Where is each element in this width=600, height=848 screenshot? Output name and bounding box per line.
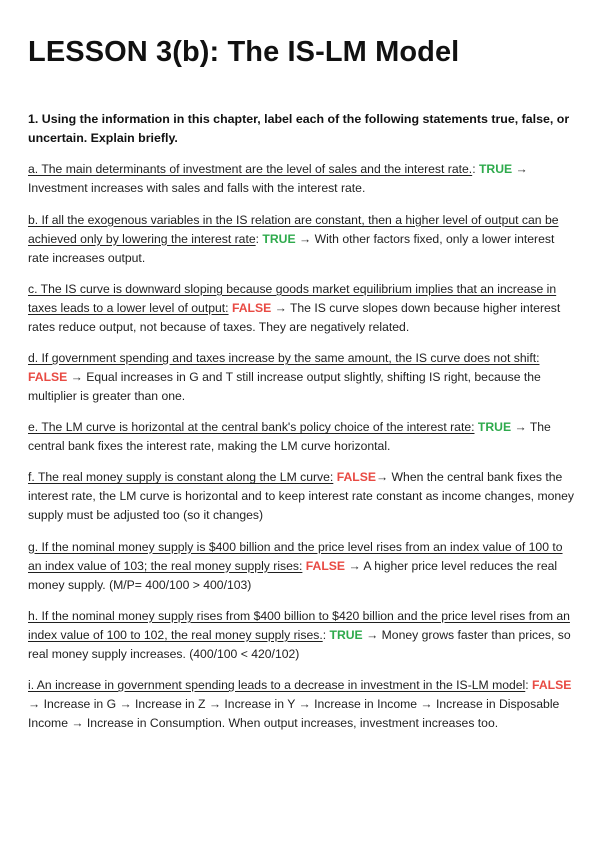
explanation-text: → The central bank fixes the interest rate, making the LM curve horizontal. (28, 420, 551, 454)
statement-text: b. If all the exogenous variables in the IS relation are constant, then a higher level of output can be achieved only by lowering the interest rate (28, 212, 559, 246)
question-prompt: 1. Using the information in this chapter, label each of the following statements true, false, or uncertain. Explain briefly. (28, 112, 570, 145)
separator: : (472, 162, 479, 177)
explanation-text: → Equal increases in G and T still increase output slightly, shifting IS right, because the multiplier is greater than one. (28, 369, 541, 403)
statement-text: g. If the nominal money supply is $400 billion and the price level rises from an index value of 100 to an index value of 103; the real money supply rises: (28, 539, 563, 573)
verdict-label: FALSE (231, 300, 272, 315)
explanation-text: → When the central bank fixes the interest rate, the LM curve is horizontal and to keep interest rate constant as income changes, money supply must be adjusted too (so it changes) (28, 470, 575, 523)
verdict-label: FALSE (305, 558, 346, 573)
statement-text: e. The LM curve is horizontal at the central bank's policy choice of the interest rate: (28, 420, 475, 435)
statement-text: a. The main determinants of investment are the level of sales and the interest rate. (28, 162, 473, 177)
statement-text: c. The IS curve is downward sloping because goods market equilibrium implies that an increase in taxes leads to a lower level of output: (28, 281, 557, 315)
verdict-label: TRUE (478, 162, 513, 177)
statement-d (28, 349, 576, 406)
statement-h (28, 607, 576, 664)
verdict-label: TRUE (477, 420, 512, 435)
statement-b (28, 211, 576, 268)
verdict-label: TRUE (329, 627, 363, 642)
explanation-text: → Investment increases with sales and falls with the interest rate. (28, 162, 528, 196)
separator: : (322, 627, 330, 642)
explanation-text: → Increase in G → Increase in Z → Increase in Y → Increase in Income → Increase in Disposable Income → Increase in Consumption. When output increases, investment increases too. (28, 696, 560, 730)
explanation-text: → Money grows faster than prices, so real money supply increases. (400/100 < 420/102) (28, 627, 571, 661)
verdict-label: TRUE (262, 231, 296, 246)
separator: : (255, 231, 263, 246)
statement-text: i. An increase in government spending leads to a decrease in investment in the IS-LM model (28, 677, 526, 692)
statement-i (28, 676, 576, 733)
statement-g (28, 538, 576, 595)
explanation-text: → The IS curve slopes down because higher interest rates reduce output, not because of taxes. They are negatively related. (28, 300, 561, 334)
page-title: LESSON 3(b): The IS-LM Model (28, 36, 460, 68)
statement-c (28, 280, 576, 337)
document-page (28, 30, 576, 745)
explanation-text: → A higher price level reduces the real money supply. (M/P= 400/100 > 400/103) (28, 558, 558, 592)
statement-text: d. If government spending and taxes increase by the same amount, the IS curve does not shift: (28, 350, 540, 365)
explanation-text: → With other factors fixed, only a lower interest rate increases output. (28, 231, 555, 265)
verdict-label: FALSE (28, 369, 68, 384)
statement-a (28, 160, 576, 198)
statement-f (28, 468, 576, 525)
statement-text: f. The real money supply is constant along the LM curve: (28, 470, 334, 485)
statement-text: h. If the nominal money supply rises from $400 billion to $420 billion and the price level rises from an index value of 100 to 102, the real money supply rises. (28, 608, 570, 642)
statement-e (28, 418, 576, 456)
verdict-label: FALSE (336, 470, 376, 485)
verdict-label: FALSE (532, 677, 572, 692)
separator: : (525, 677, 533, 692)
